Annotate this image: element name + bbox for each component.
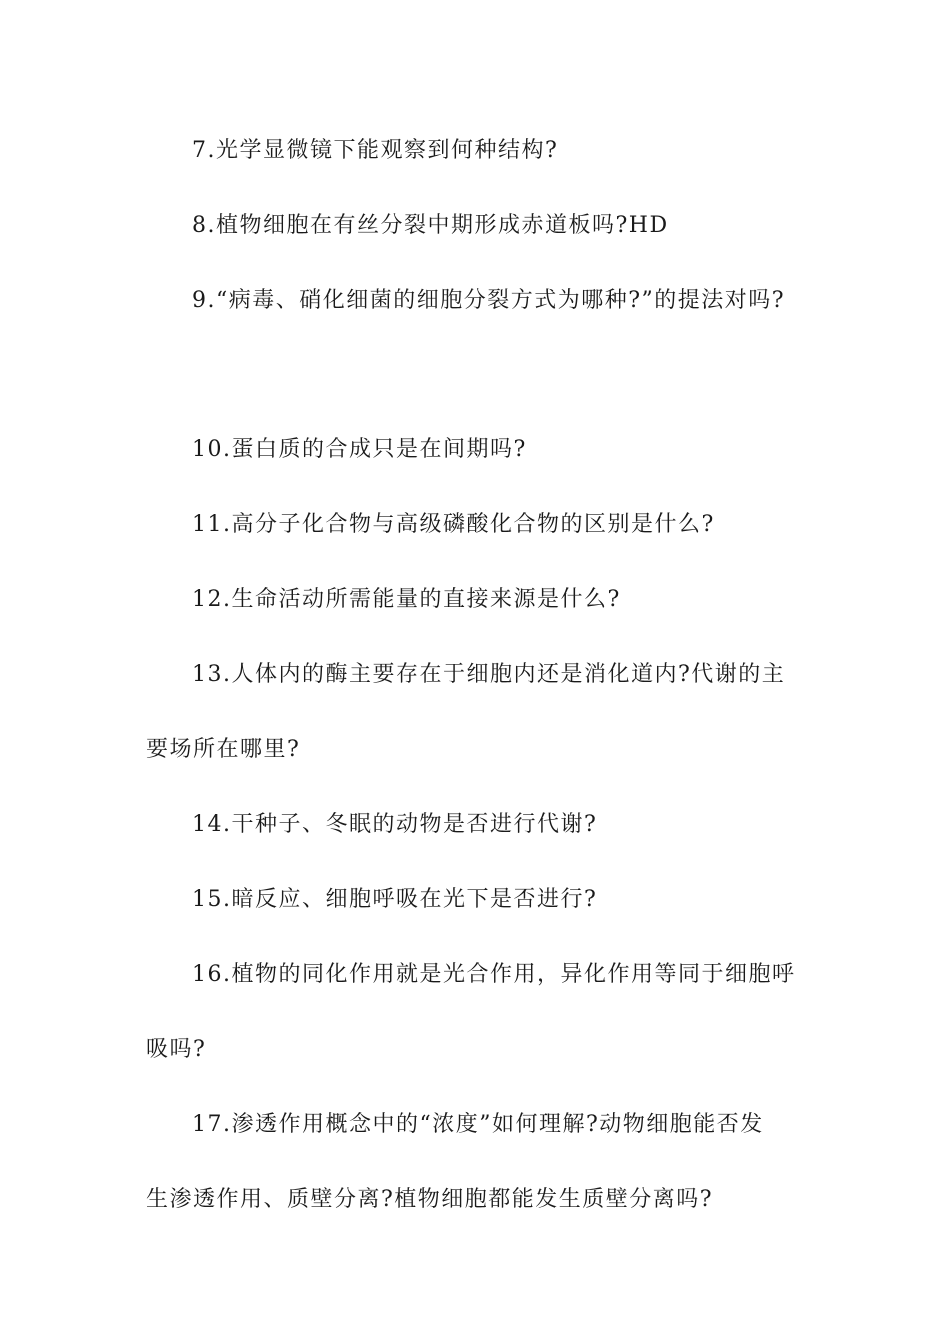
question-11: 11.高分子化合物与高级磷酸化合物的区别是什么?	[192, 512, 715, 537]
question-13-line-1: 13.人体内的酶主要存在于细胞内还是消化道内?代谢的主	[192, 662, 786, 687]
question-14: 14.干种子、冬眠的动物是否进行代谢?	[192, 812, 598, 837]
question-17-line-1: 17.渗透作用概念中的“浓度”如何理解?动物细胞能否发	[192, 1112, 764, 1137]
question-17-line-2: 生渗透作用、质壁分离?植物细胞都能发生质壁分离吗?	[146, 1187, 714, 1212]
question-10: 10.蛋白质的合成只是在间期吗?	[192, 437, 527, 462]
question-16-line-2: 吸吗?	[146, 1037, 207, 1062]
question-9: 9.“病毒、硝化细菌的细胞分裂方式为哪种?”的提法对吗?	[192, 288, 786, 313]
question-15: 15.暗反应、细胞呼吸在光下是否进行?	[192, 887, 598, 912]
question-8: 8.植物细胞在有丝分裂中期形成赤道板吗?HD	[192, 213, 669, 238]
question-7: 7.光学显微镜下能观察到何种结构?	[192, 138, 559, 163]
question-13-line-2: 要场所在哪里?	[146, 737, 301, 762]
question-12: 12.生命活动所需能量的直接来源是什么?	[192, 587, 621, 612]
question-16-line-1: 16.植物的同化作用就是光合作用，异化作用等同于细胞呼	[192, 962, 796, 987]
